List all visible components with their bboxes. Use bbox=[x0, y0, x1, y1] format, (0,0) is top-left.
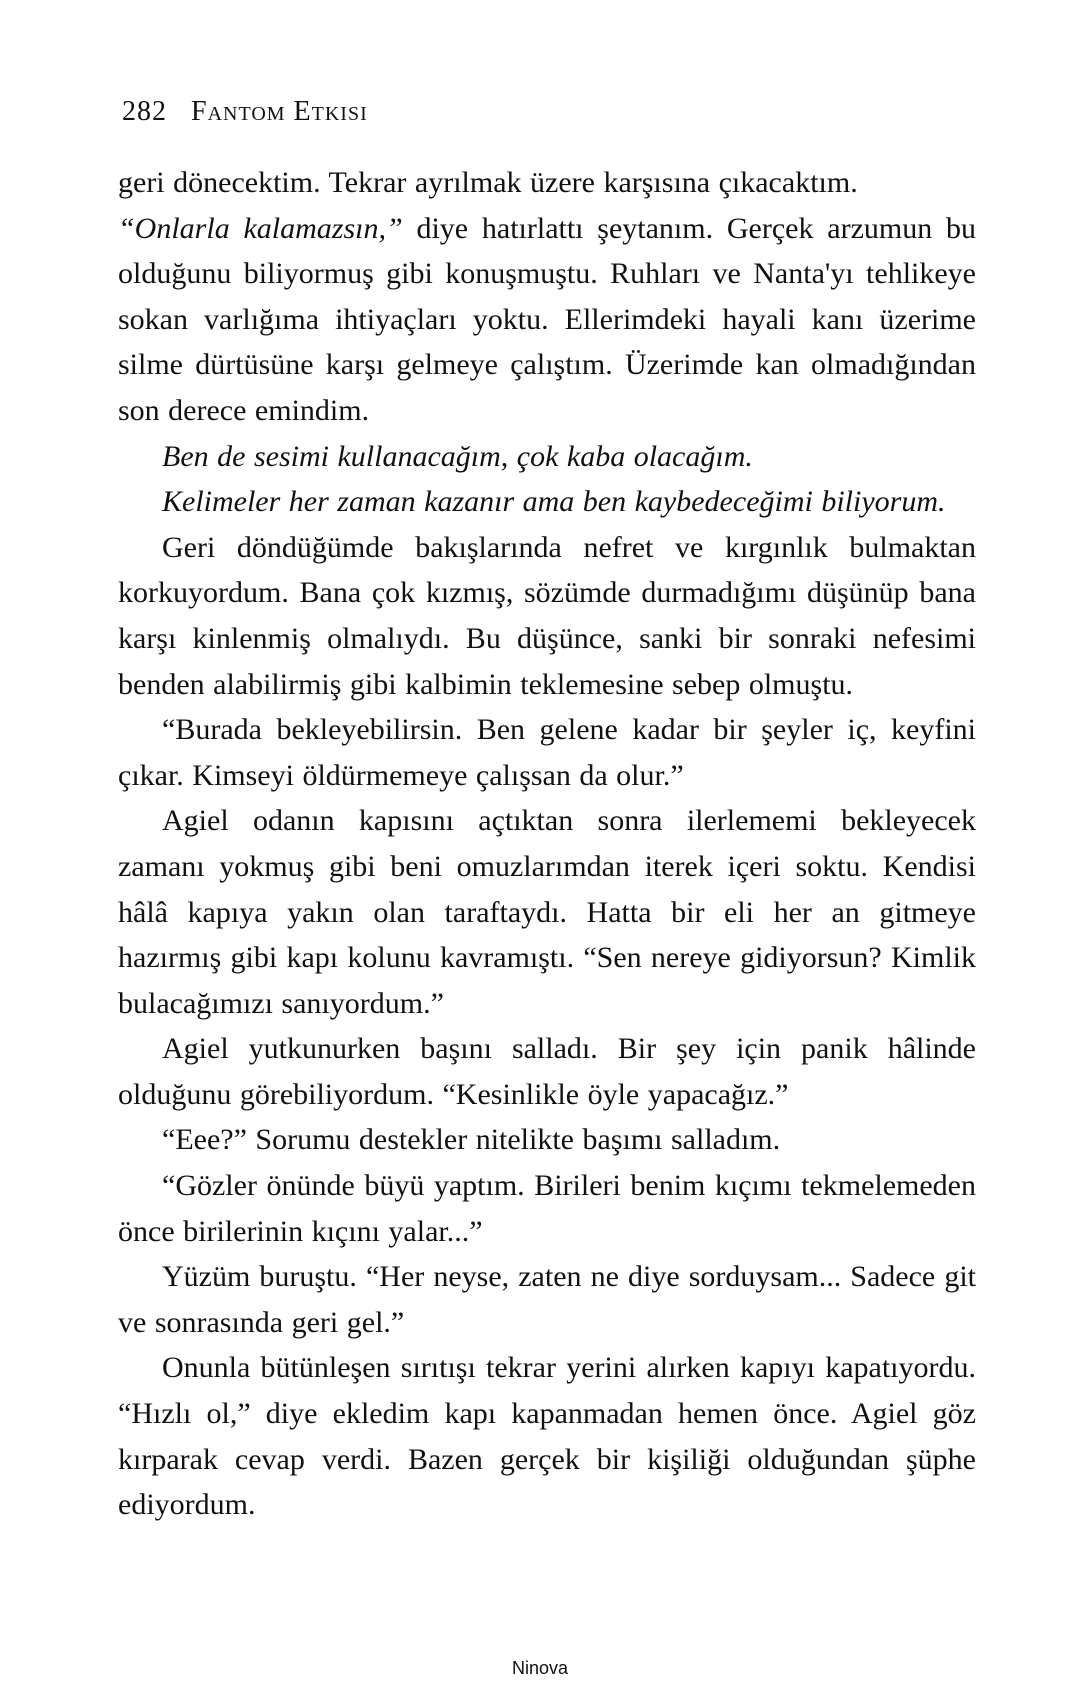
italic-quote: “Onlarla kalamazsın,” bbox=[118, 211, 403, 245]
paragraph: geri dönecektim. Tekrar ayrılmak üzere karşısına çıkacaktım. bbox=[118, 166, 858, 199]
paragraph: Agiel yutkunurken başını salladı. Bir şey için panik hâlinde olduğunu görebiliyordum. “Kesinlikle öyle yapacağız.” bbox=[118, 1032, 976, 1111]
paragraph: Agiel odanın kapısını açtıktan sonra ilerlememi bekleyecek zamanı yokmuş gibi beni omuzlarımdan iterek içeri soktu. Kendisi hâlâ kapıya yakın olan taraftaydı. Hatta bir eli her an gitmeye hazırmış gibi kapı kolunu kavramıştı. “Sen nereye gidiyorsun? Kimlik bulacağımızı sanıyordum.” bbox=[118, 804, 976, 1020]
publisher-footer: Ninova bbox=[511, 1658, 569, 1678]
body-text bbox=[118, 160, 976, 1528]
page-number: 282 bbox=[122, 96, 167, 127]
paragraph: Yüzüm buruştu. “Her neyse, zaten ne diye sorduysam... Sadece git ve sonrasında geri gel.” bbox=[118, 1260, 976, 1339]
paragraph: “Eee?” Sorumu destekler nitelikte başımı salladım. bbox=[162, 1123, 781, 1157]
paragraph: “Gözler önünde büyü yaptım. Birileri benim kıçımı tekmelemeden önce birilerinin kıçını yalar...” bbox=[118, 1169, 976, 1248]
paragraph: Onunla bütünleşen sırıtışı tekrar yerini alırken kapıyı kapatıyordu. “Hızlı ol,” diye ekledim kapı kapanmadan hemen önce. Agiel göz kırparak cevap verdi. Bazen gerçek bir kişiliği olduğundan şüphe ediyordum. bbox=[118, 1351, 976, 1522]
italic-paragraph: Ben de sesimi kullanacağım, çok kaba olacağım. bbox=[162, 439, 753, 473]
paragraph: “Burada bekleyebilirsin. Ben gelene kadar bir şeyler iç, keyfini çıkar. Kimseyi öldürmemeye çalışsan da olur.” bbox=[118, 713, 976, 792]
book-title: Fantom Etkisi bbox=[191, 96, 368, 127]
paragraph: Geri döndüğümde bakışlarında nefret ve kırgınlık bulmaktan korkuyordum. Bana çok kızmış, sözümde durmadığımı düşünüp bana karşı kinlenmiş olmalıydı. Bu düşünce, sanki bir sonraki nefesimi benden alabilirmiş gibi kalbimin teklemesine sebep olmuştu. bbox=[118, 530, 976, 701]
italic-paragraph: Kelimeler her zaman kazanır ama ben kaybedeceğimi biliyorum. bbox=[162, 485, 946, 519]
paragraph-text: diye hatırlattı şeytanım. Gerçek arzumun bu olduğunu biliyormuş gibi konuşmuştu. Ruhları ve Nanta'yı tehlikeye sokan varlığıma ihtiyaçları yoktu. Ellerimdeki hayali kanı üzerime silme dürtüsüne karşı gelmeye çalıştım. Üzerimde kan olmadığından son derece emindim. bbox=[118, 211, 976, 427]
running-header bbox=[122, 96, 368, 128]
paragraph bbox=[118, 206, 976, 434]
